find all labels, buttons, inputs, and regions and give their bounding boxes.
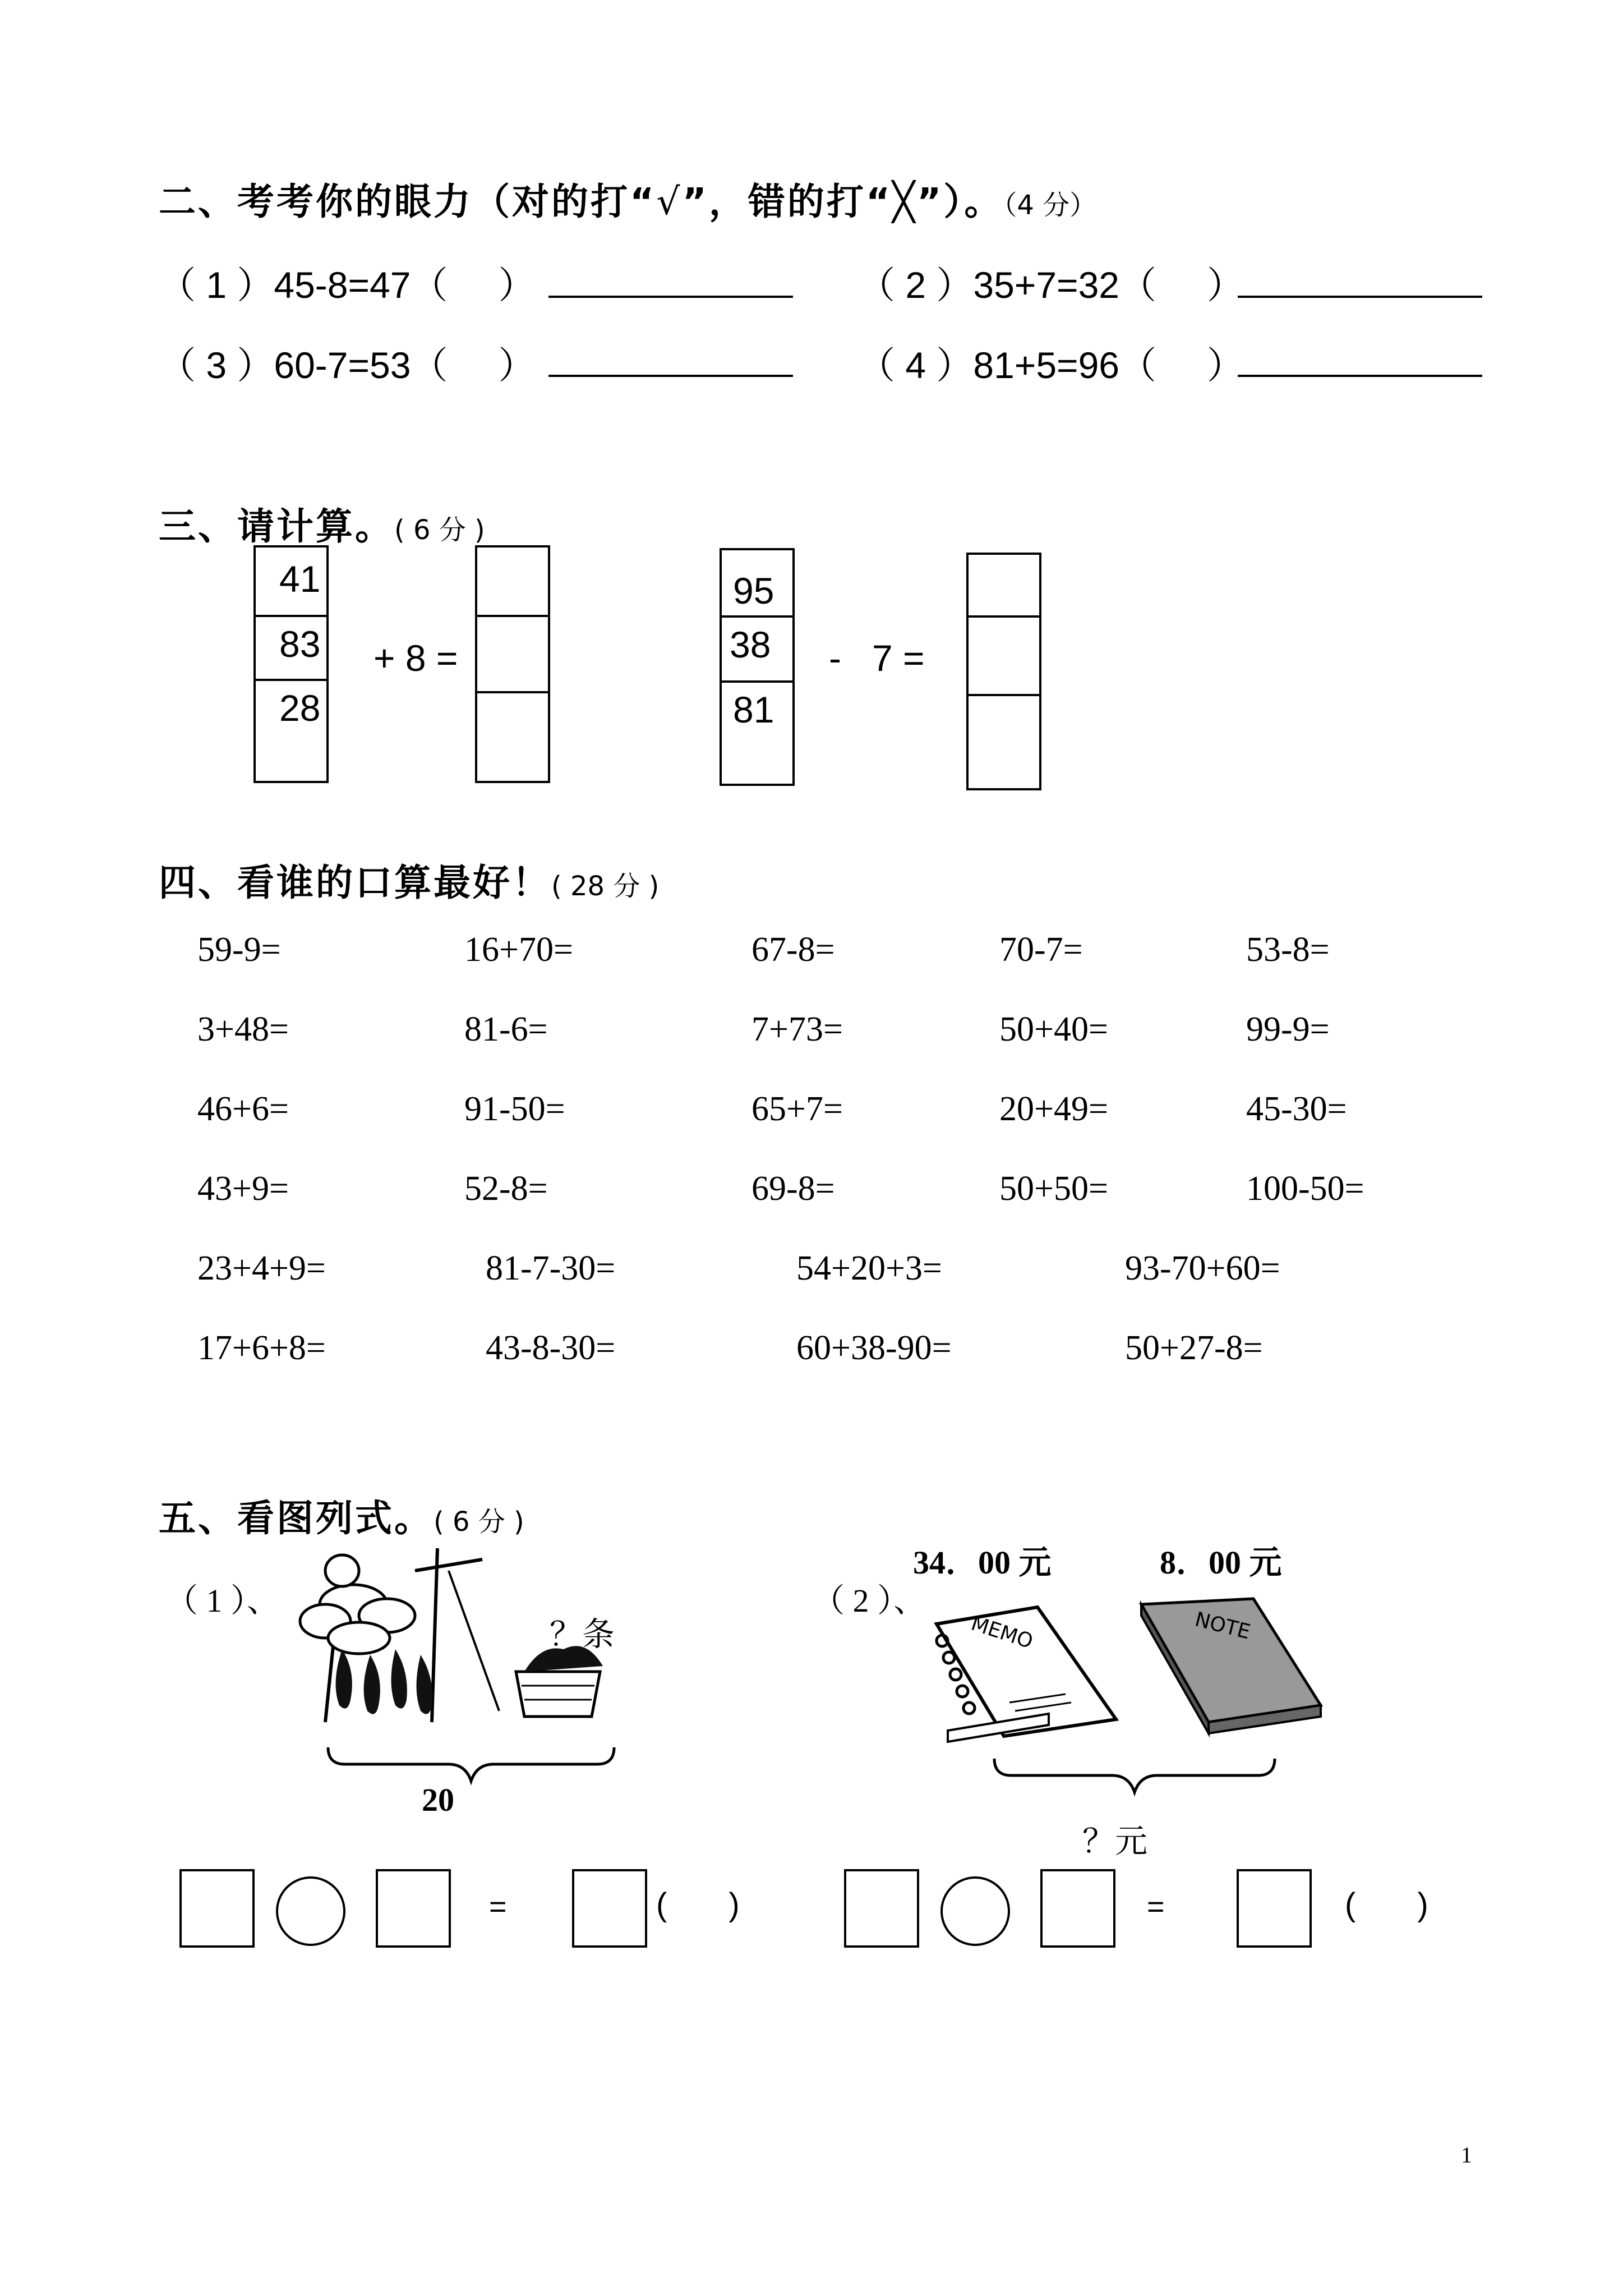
stack-divider bbox=[256, 615, 326, 617]
section-2-heading bbox=[159, 172, 1096, 225]
unit-paren-open: ( bbox=[1345, 1887, 1356, 1923]
stack-divider bbox=[722, 615, 792, 618]
left-operator: + 8 = bbox=[374, 637, 458, 679]
oral-calc: 60+38-90= bbox=[796, 1329, 952, 1367]
section-2-points: （4 分） bbox=[1003, 190, 1097, 221]
oral-calc: 70-7= bbox=[999, 931, 1083, 969]
oral-calc: 43+9= bbox=[197, 1170, 289, 1208]
oral-calc: 46+6= bbox=[197, 1090, 289, 1128]
oral-calc: 17+6+8= bbox=[197, 1329, 326, 1367]
stack-divider bbox=[477, 691, 548, 693]
equation-2-unit-paren[interactable] bbox=[1345, 1886, 1428, 1924]
right-operator: - 7 = bbox=[829, 637, 925, 679]
stack-number: 38 bbox=[730, 624, 771, 665]
judge-item-2 bbox=[858, 255, 1244, 309]
oral-calc: 52-8= bbox=[464, 1170, 548, 1208]
section-3-title: 三、请计算。 bbox=[159, 505, 394, 548]
memo-notebook-picture bbox=[925, 1602, 1127, 1747]
price-2: 8．00 元 bbox=[1160, 1544, 1282, 1581]
equation-2-box-a[interactable] bbox=[844, 1869, 919, 1948]
section-2-end: ”）。 bbox=[916, 180, 1004, 223]
judge-item-4 bbox=[858, 335, 1244, 389]
oral-calc: 43-8-30= bbox=[486, 1329, 616, 1367]
left-answer-stack[interactable] bbox=[475, 545, 550, 783]
oral-calc: 3+48= bbox=[197, 1010, 289, 1048]
equation-1-result-box[interactable] bbox=[572, 1869, 647, 1948]
equation-1-operator-circle[interactable] bbox=[276, 1876, 345, 1946]
brace-2 bbox=[992, 1756, 1278, 1795]
answer-line-2[interactable] bbox=[1238, 296, 1482, 298]
section-3-heading bbox=[159, 496, 485, 550]
judge-item-1-close: ） bbox=[498, 264, 536, 306]
equation-2-box-b[interactable] bbox=[1040, 1869, 1115, 1948]
oral-calc: 23+4+9= bbox=[197, 1249, 326, 1287]
stack-number: 41 bbox=[279, 558, 321, 600]
answer-line-1[interactable] bbox=[548, 296, 793, 298]
oral-calc: 59-9= bbox=[197, 931, 281, 969]
price-1: 34．00 元 bbox=[913, 1544, 1052, 1581]
stack-divider bbox=[722, 680, 792, 683]
stack-number: 95 bbox=[733, 570, 774, 611]
stack-divider bbox=[256, 679, 326, 681]
unit-paren-close: ) bbox=[1417, 1887, 1428, 1923]
judge-item-4-close: ） bbox=[1207, 344, 1244, 386]
stack-divider bbox=[969, 694, 1039, 696]
right-number-stack bbox=[720, 548, 795, 786]
right-answer-stack[interactable] bbox=[966, 553, 1041, 790]
equation-1-equals: = bbox=[489, 1890, 507, 1924]
judge-item-3-label: （ 3 ）60-7=53（ bbox=[159, 344, 448, 386]
stack-number: 81 bbox=[733, 689, 774, 730]
stack-number: 28 bbox=[279, 687, 321, 729]
section-2-title: 二、考考你的眼力（对的打“ bbox=[159, 180, 657, 223]
oral-calc: 50+27-8= bbox=[1125, 1329, 1263, 1367]
oral-calc: 67-8= bbox=[751, 931, 835, 969]
section-5-heading bbox=[159, 1488, 524, 1542]
judge-item-3 bbox=[159, 335, 535, 389]
equation-1-box-b[interactable] bbox=[376, 1869, 451, 1948]
judge-item-2-close: ） bbox=[1207, 264, 1244, 306]
oral-calc: 93-70+60= bbox=[1125, 1249, 1280, 1287]
left-number-stack bbox=[253, 545, 329, 783]
oral-calc: 16+70= bbox=[464, 931, 573, 969]
equation-2-equals: = bbox=[1147, 1890, 1165, 1924]
answer-line-3[interactable] bbox=[548, 375, 793, 377]
judge-item-1-label: （ 1 ）45-8=47（ bbox=[159, 264, 448, 306]
problem-2-label: （ 2 ）、 bbox=[812, 1582, 926, 1619]
equation-2-operator-circle[interactable] bbox=[940, 1876, 1010, 1946]
problem-1-total: 20 bbox=[422, 1782, 454, 1818]
problem-1-label: （ 1 ）、 bbox=[165, 1582, 280, 1619]
oral-calc: 69-8= bbox=[751, 1170, 835, 1208]
oral-calc: 20+49= bbox=[999, 1090, 1108, 1128]
unit-paren-close: ) bbox=[728, 1887, 740, 1923]
stack-number: 83 bbox=[279, 623, 321, 665]
check-mark-glyph: √ bbox=[656, 180, 683, 223]
cross-mark-glyph: ╳ bbox=[892, 180, 917, 223]
oral-calc: 81-6= bbox=[464, 1010, 548, 1048]
page-number: 1 bbox=[1461, 2142, 1472, 2168]
oral-calc: 99-9= bbox=[1246, 1010, 1330, 1048]
memo-label: MEMO bbox=[968, 1612, 1036, 1654]
oral-calc: 81-7-30= bbox=[486, 1249, 616, 1287]
brace-1 bbox=[325, 1745, 617, 1784]
equation-2-result-box[interactable] bbox=[1237, 1869, 1312, 1948]
oral-calc: 53-8= bbox=[1246, 931, 1330, 969]
note-label: NOTE bbox=[1192, 1608, 1253, 1644]
oral-calc: 50+40= bbox=[999, 1010, 1108, 1048]
judge-item-2-label: （ 2 ）35+7=32（ bbox=[858, 264, 1156, 306]
note-book-picture bbox=[1136, 1593, 1326, 1739]
equation-1-unit-paren[interactable] bbox=[656, 1886, 740, 1924]
section-5-title: 五、看图列式。 bbox=[159, 1497, 434, 1540]
oral-calc: 91-50= bbox=[464, 1090, 565, 1128]
oral-calc: 50+50= bbox=[999, 1170, 1108, 1208]
stack-divider bbox=[477, 615, 548, 617]
oral-calc: 65+7= bbox=[751, 1090, 843, 1128]
judge-item-3-close: ） bbox=[498, 344, 536, 386]
section-2-mid: ”，错的打“ bbox=[682, 180, 893, 223]
answer-line-4[interactable] bbox=[1238, 375, 1482, 377]
unit-paren-open: ( bbox=[656, 1887, 667, 1923]
oral-calc: 100-50= bbox=[1246, 1170, 1364, 1208]
judge-item-1 bbox=[159, 255, 535, 309]
stack-divider bbox=[969, 615, 1039, 618]
section-5-points: ( 6 分 ) bbox=[434, 1506, 524, 1538]
problem-2-question: ？元 bbox=[1082, 1823, 1148, 1860]
problem-1-question: ？条 bbox=[550, 1616, 615, 1653]
oral-calc: 54+20+3= bbox=[796, 1249, 942, 1287]
section-4-title: 四、看谁的口算最好！ bbox=[159, 861, 551, 904]
equation-1-box-a[interactable] bbox=[179, 1869, 255, 1948]
oral-calc: 7+73= bbox=[751, 1010, 843, 1048]
section-3-points: ( 6 分 ) bbox=[394, 514, 485, 546]
judge-item-4-label: （ 4 ）81+5=96（ bbox=[858, 344, 1156, 386]
section-4-points: ( 28 分 ) bbox=[551, 871, 660, 902]
section-4-heading bbox=[159, 853, 659, 906]
oral-calc: 45-30= bbox=[1246, 1090, 1347, 1128]
